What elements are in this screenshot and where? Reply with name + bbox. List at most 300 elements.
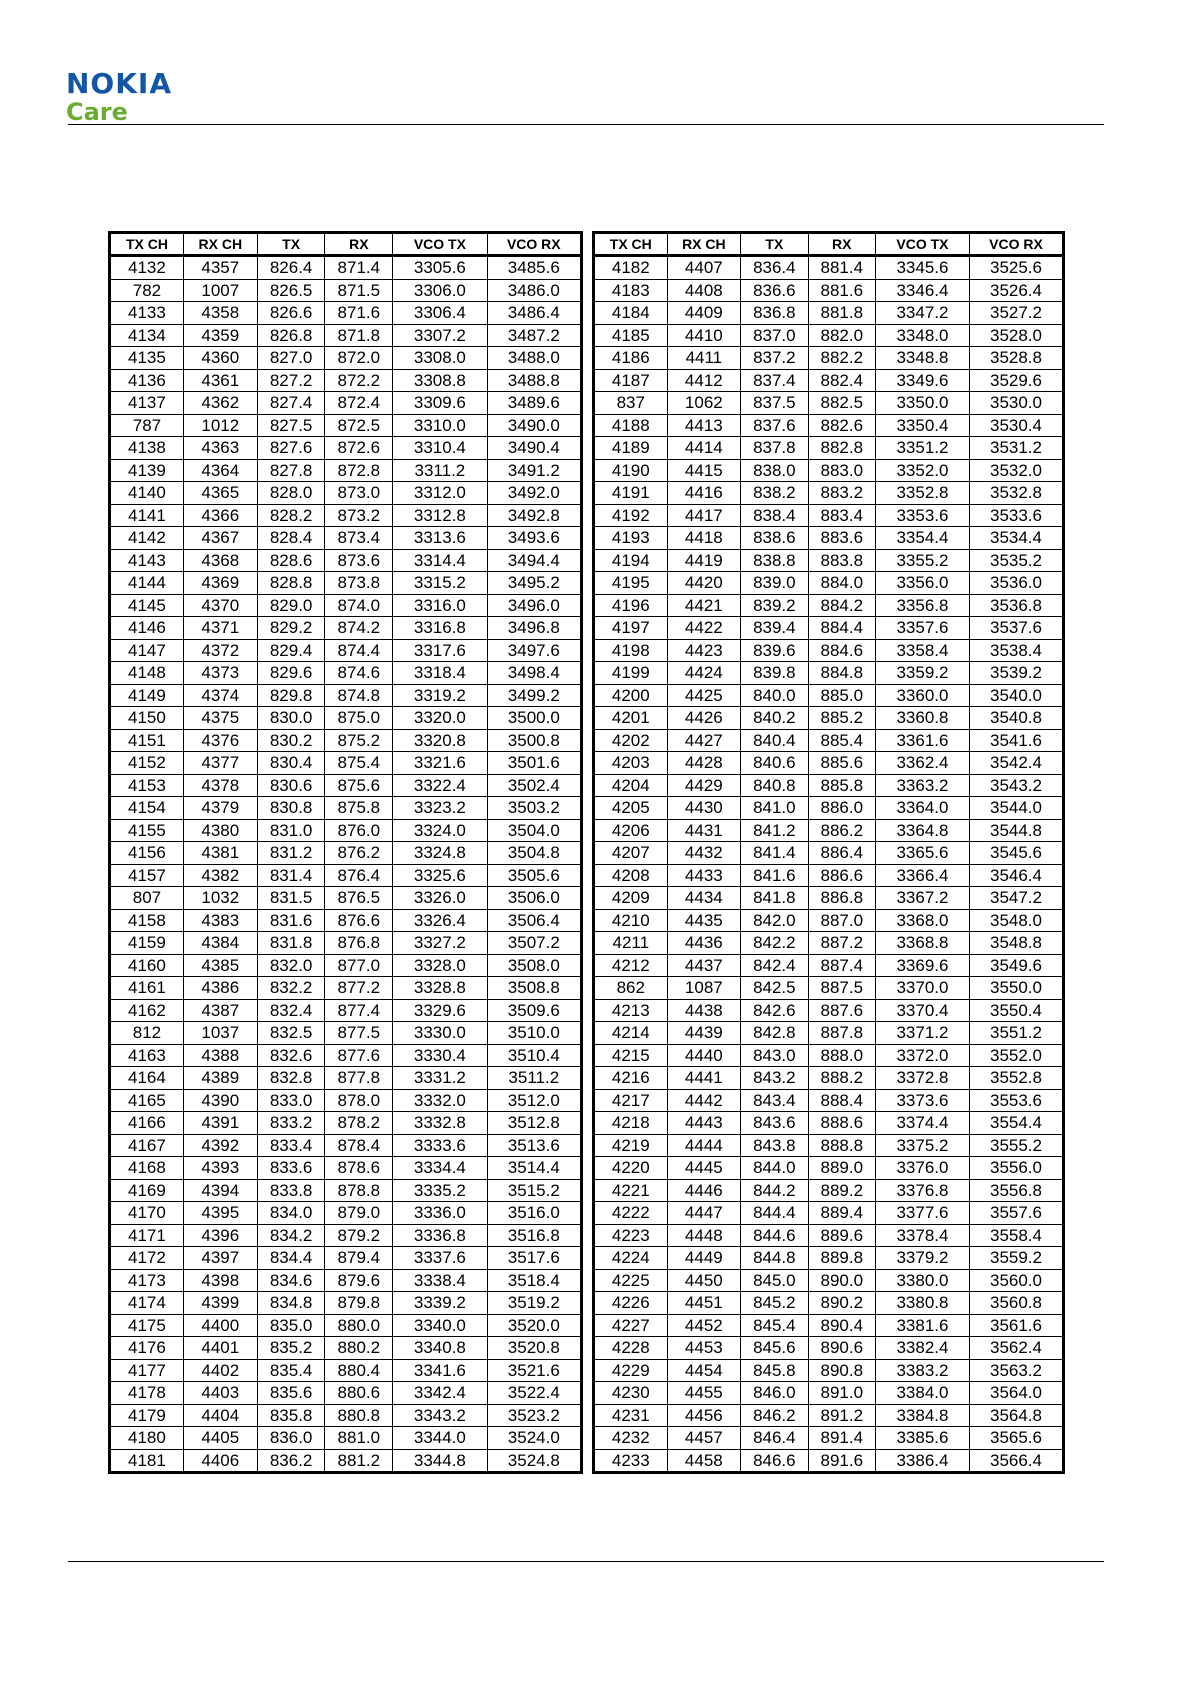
table-cell: 4455 — [667, 1382, 741, 1405]
table-cell: 3375.2 — [875, 1134, 969, 1157]
table-cell: 838.2 — [741, 482, 808, 505]
table-row — [594, 617, 1064, 640]
table-cell: 841.8 — [741, 887, 808, 910]
table-cell: 3520.0 — [487, 1314, 581, 1337]
table-cell: 878.4 — [325, 1134, 393, 1157]
table-cell: 3343.2 — [393, 1404, 487, 1427]
table-cell: 841.6 — [741, 864, 808, 887]
table-cell: 3499.2 — [487, 684, 581, 707]
table-cell: 4224 — [594, 1247, 668, 1270]
table-cell: 4388 — [183, 1044, 257, 1067]
table-cell: 884.6 — [808, 639, 875, 662]
table-cell: 4205 — [594, 797, 668, 820]
table-cell: 4187 — [594, 369, 668, 392]
table-cell: 874.6 — [325, 662, 393, 685]
table-cell: 3306.4 — [393, 302, 487, 325]
table-cell: 3485.6 — [487, 256, 581, 280]
table-cell: 3529.6 — [969, 369, 1063, 392]
table-cell: 3496.0 — [487, 594, 581, 617]
table-cell: 832.0 — [257, 954, 325, 977]
table-body — [110, 256, 582, 1473]
table-cell: 3339.2 — [393, 1292, 487, 1315]
table-cell: 4196 — [594, 594, 668, 617]
table-cell: 3527.2 — [969, 302, 1063, 325]
table-cell: 830.0 — [257, 707, 325, 730]
table-cell: 875.4 — [325, 752, 393, 775]
table-cell: 4363 — [183, 437, 257, 460]
table-cell: 4170 — [110, 1202, 184, 1225]
table-cell: 4402 — [183, 1359, 257, 1382]
table-cell: 4449 — [667, 1247, 741, 1270]
table-cell: 835.8 — [257, 1404, 325, 1427]
table-row — [594, 482, 1064, 505]
table-cell: 4430 — [667, 797, 741, 820]
table-cell: 3344.8 — [393, 1449, 487, 1473]
table-cell: 842.8 — [741, 1022, 808, 1045]
table-cell: 885.6 — [808, 752, 875, 775]
table-cell: 4392 — [183, 1134, 257, 1157]
table-cell: 839.2 — [741, 594, 808, 617]
table-cell: 879.6 — [325, 1269, 393, 1292]
table-cell: 3545.6 — [969, 842, 1063, 865]
table-cell: 3307.2 — [393, 324, 487, 347]
table-cell: 843.2 — [741, 1067, 808, 1090]
table-row — [594, 594, 1064, 617]
table-cell: 4386 — [183, 977, 257, 1000]
table-row — [110, 909, 582, 932]
table-cell: 3526.4 — [969, 279, 1063, 302]
table-cell: 872.4 — [325, 392, 393, 415]
table-cell: 871.5 — [325, 279, 393, 302]
table-cell: 830.2 — [257, 729, 325, 752]
table-cell: 4228 — [594, 1337, 668, 1360]
table-cell: 878.2 — [325, 1112, 393, 1135]
table-cell: 879.2 — [325, 1224, 393, 1247]
table-cell: 827.2 — [257, 369, 325, 392]
table-row — [110, 302, 582, 325]
table-cell: 4140 — [110, 482, 184, 505]
table-cell: 889.0 — [808, 1157, 875, 1180]
table-cell: 3556.8 — [969, 1179, 1063, 1202]
table-row — [594, 572, 1064, 595]
table-cell: 3374.4 — [875, 1112, 969, 1135]
table-row — [110, 639, 582, 662]
table-cell: 843.4 — [741, 1089, 808, 1112]
table-row — [110, 1382, 582, 1405]
table-cell: 3315.2 — [393, 572, 487, 595]
table-row — [110, 1314, 582, 1337]
table-cell: 3368.0 — [875, 909, 969, 932]
table-cell: 837.0 — [741, 324, 808, 347]
table-cell: 4439 — [667, 1022, 741, 1045]
table-cell: 4364 — [183, 459, 257, 482]
table-cell: 3486.4 — [487, 302, 581, 325]
table-cell: 3540.0 — [969, 684, 1063, 707]
table-cell: 4371 — [183, 617, 257, 640]
table-cell: 3555.2 — [969, 1134, 1063, 1157]
table-cell: 4231 — [594, 1404, 668, 1427]
table-cell: 827.4 — [257, 392, 325, 415]
table-cell: 3344.0 — [393, 1427, 487, 1450]
table-cell: 4394 — [183, 1179, 257, 1202]
table-cell: 4429 — [667, 774, 741, 797]
table-cell: 4181 — [110, 1449, 184, 1473]
table-row — [594, 1134, 1064, 1157]
table-cell: 4173 — [110, 1269, 184, 1292]
table-cell: 4188 — [594, 414, 668, 437]
table-cell: 888.6 — [808, 1112, 875, 1135]
table-cell: 832.2 — [257, 977, 325, 1000]
table-cell: 4201 — [594, 707, 668, 730]
table-cell: 4424 — [667, 662, 741, 685]
table-cell: 829.4 — [257, 639, 325, 662]
table-cell: 843.6 — [741, 1112, 808, 1135]
table-row — [594, 1404, 1064, 1427]
table-cell: 885.0 — [808, 684, 875, 707]
table-cell: 3556.0 — [969, 1157, 1063, 1180]
table-cell: 4436 — [667, 932, 741, 955]
table-cell: 4454 — [667, 1359, 741, 1382]
table-cell: 837.4 — [741, 369, 808, 392]
table-cell: 4180 — [110, 1427, 184, 1450]
table-cell: 881.4 — [808, 256, 875, 280]
table-cell: 1062 — [667, 392, 741, 415]
table-row — [594, 1269, 1064, 1292]
table-cell: 4395 — [183, 1202, 257, 1225]
table-cell: 3368.8 — [875, 932, 969, 955]
table-cell: 3330.0 — [393, 1022, 487, 1045]
table-cell: 4401 — [183, 1337, 257, 1360]
table-cell: 3503.2 — [487, 797, 581, 820]
table-cell: 3316.0 — [393, 594, 487, 617]
table-cell: 4176 — [110, 1337, 184, 1360]
table-row — [110, 437, 582, 460]
table-cell: 4150 — [110, 707, 184, 730]
table-cell: 3352.8 — [875, 482, 969, 505]
table-cell: 879.8 — [325, 1292, 393, 1315]
table-cell: 4380 — [183, 819, 257, 842]
table-row — [110, 864, 582, 887]
table-cell: 835.0 — [257, 1314, 325, 1337]
header-rule — [68, 124, 1104, 125]
table-cell: 3376.8 — [875, 1179, 969, 1202]
table-row — [110, 797, 582, 820]
table-cell: 3550.4 — [969, 999, 1063, 1022]
table-body — [594, 256, 1064, 1473]
table-cell: 4174 — [110, 1292, 184, 1315]
table-row — [594, 1089, 1064, 1112]
table-row — [594, 347, 1064, 370]
table-cell: 4182 — [594, 256, 668, 280]
table-cell: 4166 — [110, 1112, 184, 1135]
table-cell: 3366.4 — [875, 864, 969, 887]
table-cell: 3328.0 — [393, 954, 487, 977]
channel-table-right — [592, 231, 1065, 1474]
table-cell: 3380.0 — [875, 1269, 969, 1292]
table-row — [594, 1292, 1064, 1315]
table-cell: 842.0 — [741, 909, 808, 932]
table-cell: 4222 — [594, 1202, 668, 1225]
table-cell: 4225 — [594, 1269, 668, 1292]
table-row — [110, 1224, 582, 1247]
table-cell: 4149 — [110, 684, 184, 707]
table-cell: 3495.2 — [487, 572, 581, 595]
table-cell: 3521.6 — [487, 1359, 581, 1382]
table-cell: 3356.8 — [875, 594, 969, 617]
table-cell: 3548.8 — [969, 932, 1063, 955]
table-cell: 3550.0 — [969, 977, 1063, 1000]
table-cell: 3351.2 — [875, 437, 969, 460]
table-cell: 831.2 — [257, 842, 325, 865]
table-cell: 3334.4 — [393, 1157, 487, 1180]
table-cell: 4418 — [667, 527, 741, 550]
table-row — [110, 662, 582, 685]
table-cell: 846.2 — [741, 1404, 808, 1427]
table-cell: 3336.0 — [393, 1202, 487, 1225]
column-header: VCO TX — [875, 233, 969, 256]
table-cell: 883.8 — [808, 549, 875, 572]
table-cell: 837.5 — [741, 392, 808, 415]
table-cell: 4148 — [110, 662, 184, 685]
table-cell: 838.4 — [741, 504, 808, 527]
table-cell: 832.8 — [257, 1067, 325, 1090]
table-cell: 4179 — [110, 1404, 184, 1427]
table-cell: 3536.8 — [969, 594, 1063, 617]
table-cell: 845.4 — [741, 1314, 808, 1337]
table-cell: 4162 — [110, 999, 184, 1022]
table-cell: 4432 — [667, 842, 741, 865]
table-cell: 3566.4 — [969, 1449, 1063, 1473]
table-cell: 4398 — [183, 1269, 257, 1292]
table-cell: 4406 — [183, 1449, 257, 1473]
table-row — [594, 1359, 1064, 1382]
table-cell: 839.8 — [741, 662, 808, 685]
table-cell: 872.8 — [325, 459, 393, 482]
table-cell: 3510.4 — [487, 1044, 581, 1067]
table-row — [110, 459, 582, 482]
table-cell: 4191 — [594, 482, 668, 505]
table-cell: 3562.4 — [969, 1337, 1063, 1360]
table-cell: 4382 — [183, 864, 257, 887]
table-cell: 844.4 — [741, 1202, 808, 1225]
table-cell: 4184 — [594, 302, 668, 325]
table-cell: 3520.8 — [487, 1337, 581, 1360]
table-cell: 3524.0 — [487, 1427, 581, 1450]
table-cell: 3512.0 — [487, 1089, 581, 1112]
table-cell: 3371.2 — [875, 1022, 969, 1045]
table-cell: 875.8 — [325, 797, 393, 820]
table-cell: 3378.4 — [875, 1224, 969, 1247]
table-cell: 3379.2 — [875, 1247, 969, 1270]
table-cell: 879.4 — [325, 1247, 393, 1270]
table-cell: 873.0 — [325, 482, 393, 505]
table-cell: 4220 — [594, 1157, 668, 1180]
table-cell: 3557.6 — [969, 1202, 1063, 1225]
table-cell: 3500.8 — [487, 729, 581, 752]
table-row — [110, 842, 582, 865]
table-cell: 875.2 — [325, 729, 393, 752]
table-cell: 3367.2 — [875, 887, 969, 910]
table-cell: 4408 — [667, 279, 741, 302]
table-cell: 876.8 — [325, 932, 393, 955]
table-cell: 3317.6 — [393, 639, 487, 662]
table-cell: 4357 — [183, 256, 257, 280]
table-cell: 844.8 — [741, 1247, 808, 1270]
table-cell: 826.8 — [257, 324, 325, 347]
table-row — [110, 1247, 582, 1270]
table-row — [110, 1112, 582, 1135]
table-row — [110, 549, 582, 572]
table-cell: 4384 — [183, 932, 257, 955]
table-row — [594, 1224, 1064, 1247]
table-cell: 3310.4 — [393, 437, 487, 460]
table-cell: 877.5 — [325, 1022, 393, 1045]
table-row — [594, 279, 1064, 302]
table-cell: 4426 — [667, 707, 741, 730]
table-cell: 845.6 — [741, 1337, 808, 1360]
table-cell: 889.2 — [808, 1179, 875, 1202]
table-row — [594, 324, 1064, 347]
table-cell: 827.5 — [257, 414, 325, 437]
table-cell: 3305.6 — [393, 256, 487, 280]
table-cell: 882.5 — [808, 392, 875, 415]
table-cell: 3337.6 — [393, 1247, 487, 1270]
table-cell: 880.2 — [325, 1337, 393, 1360]
table-cell: 4451 — [667, 1292, 741, 1315]
table-cell: 842.4 — [741, 954, 808, 977]
table-cell: 4396 — [183, 1224, 257, 1247]
table-cell: 3508.8 — [487, 977, 581, 1000]
table-cell: 873.6 — [325, 549, 393, 572]
table-cell: 4437 — [667, 954, 741, 977]
table-cell: 831.4 — [257, 864, 325, 887]
table-cell: 4375 — [183, 707, 257, 730]
table-cell: 831.0 — [257, 819, 325, 842]
table-cell: 832.6 — [257, 1044, 325, 1067]
table-cell: 871.8 — [325, 324, 393, 347]
table-cell: 3490.4 — [487, 437, 581, 460]
table-row — [110, 1337, 582, 1360]
table-cell: 3325.6 — [393, 864, 487, 887]
table-cell: 3332.8 — [393, 1112, 487, 1135]
table-row — [594, 684, 1064, 707]
table-cell: 877.6 — [325, 1044, 393, 1067]
table-cell: 4178 — [110, 1382, 184, 1405]
table-cell: 4210 — [594, 909, 668, 932]
table-cell: 4172 — [110, 1247, 184, 1270]
table-cell: 3346.4 — [875, 279, 969, 302]
table-cell: 3318.4 — [393, 662, 487, 685]
table-cell: 833.4 — [257, 1134, 325, 1157]
table-row — [110, 1269, 582, 1292]
table-cell: 3541.6 — [969, 729, 1063, 752]
table-cell: 881.2 — [325, 1449, 393, 1473]
table-cell: 884.8 — [808, 662, 875, 685]
table-cell: 3350.4 — [875, 414, 969, 437]
table-row — [110, 572, 582, 595]
table-row — [594, 459, 1064, 482]
table-row — [594, 864, 1064, 887]
table-cell: 3324.0 — [393, 819, 487, 842]
table-row — [110, 482, 582, 505]
table-cell: 826.4 — [257, 256, 325, 280]
table-cell: 846.6 — [741, 1449, 808, 1473]
table-cell: 4445 — [667, 1157, 741, 1180]
table-cell: 887.2 — [808, 932, 875, 955]
table-cell: 3558.4 — [969, 1224, 1063, 1247]
table-cell: 3511.2 — [487, 1067, 581, 1090]
table-cell: 4381 — [183, 842, 257, 865]
table-row — [594, 887, 1064, 910]
table-cell: 3383.2 — [875, 1359, 969, 1382]
table-cell: 4389 — [183, 1067, 257, 1090]
table-cell: 832.4 — [257, 999, 325, 1022]
table-cell: 1037 — [183, 1022, 257, 1045]
table-cell: 3348.8 — [875, 347, 969, 370]
table-cell: 891.4 — [808, 1427, 875, 1450]
column-header: TX — [257, 233, 325, 256]
table-cell: 836.4 — [741, 256, 808, 280]
table-cell: 4419 — [667, 549, 741, 572]
table-row — [594, 639, 1064, 662]
table-cell: 885.8 — [808, 774, 875, 797]
table-row — [110, 1157, 582, 1180]
table-cell: 872.2 — [325, 369, 393, 392]
table-cell: 862 — [594, 977, 668, 1000]
table-cell: 882.6 — [808, 414, 875, 437]
table-cell: 4415 — [667, 459, 741, 482]
table-header-row — [594, 233, 1064, 256]
table-cell: 4403 — [183, 1382, 257, 1405]
table-cell: 3549.6 — [969, 954, 1063, 977]
table-cell: 4387 — [183, 999, 257, 1022]
table-cell: 827.6 — [257, 437, 325, 460]
table-row — [110, 977, 582, 1000]
table-cell: 3494.4 — [487, 549, 581, 572]
table-row — [594, 1022, 1064, 1045]
table-cell: 839.0 — [741, 572, 808, 595]
table-cell: 4215 — [594, 1044, 668, 1067]
table-cell: 4405 — [183, 1427, 257, 1450]
table-cell: 3530.4 — [969, 414, 1063, 437]
table-cell: 826.5 — [257, 279, 325, 302]
table-row — [110, 887, 582, 910]
table-cell: 3340.0 — [393, 1314, 487, 1337]
table-cell: 826.6 — [257, 302, 325, 325]
table-cell: 844.2 — [741, 1179, 808, 1202]
table-cell: 828.2 — [257, 504, 325, 527]
table-cell: 3493.6 — [487, 527, 581, 550]
table-cell: 4378 — [183, 774, 257, 797]
table-cell: 890.4 — [808, 1314, 875, 1337]
table-cell: 4207 — [594, 842, 668, 865]
table-cell: 3323.2 — [393, 797, 487, 820]
logo-sub: Care — [66, 98, 128, 126]
table-cell: 4456 — [667, 1404, 741, 1427]
table-cell: 3364.0 — [875, 797, 969, 820]
table-cell: 835.4 — [257, 1359, 325, 1382]
table-cell: 3544.8 — [969, 819, 1063, 842]
table-cell: 3507.2 — [487, 932, 581, 955]
table-row — [594, 774, 1064, 797]
table-cell: 3365.6 — [875, 842, 969, 865]
table-cell: 877.0 — [325, 954, 393, 977]
table-cell: 3553.6 — [969, 1089, 1063, 1112]
table-cell: 3537.6 — [969, 617, 1063, 640]
table-cell: 4202 — [594, 729, 668, 752]
table-cell: 4404 — [183, 1404, 257, 1427]
table-cell: 4212 — [594, 954, 668, 977]
